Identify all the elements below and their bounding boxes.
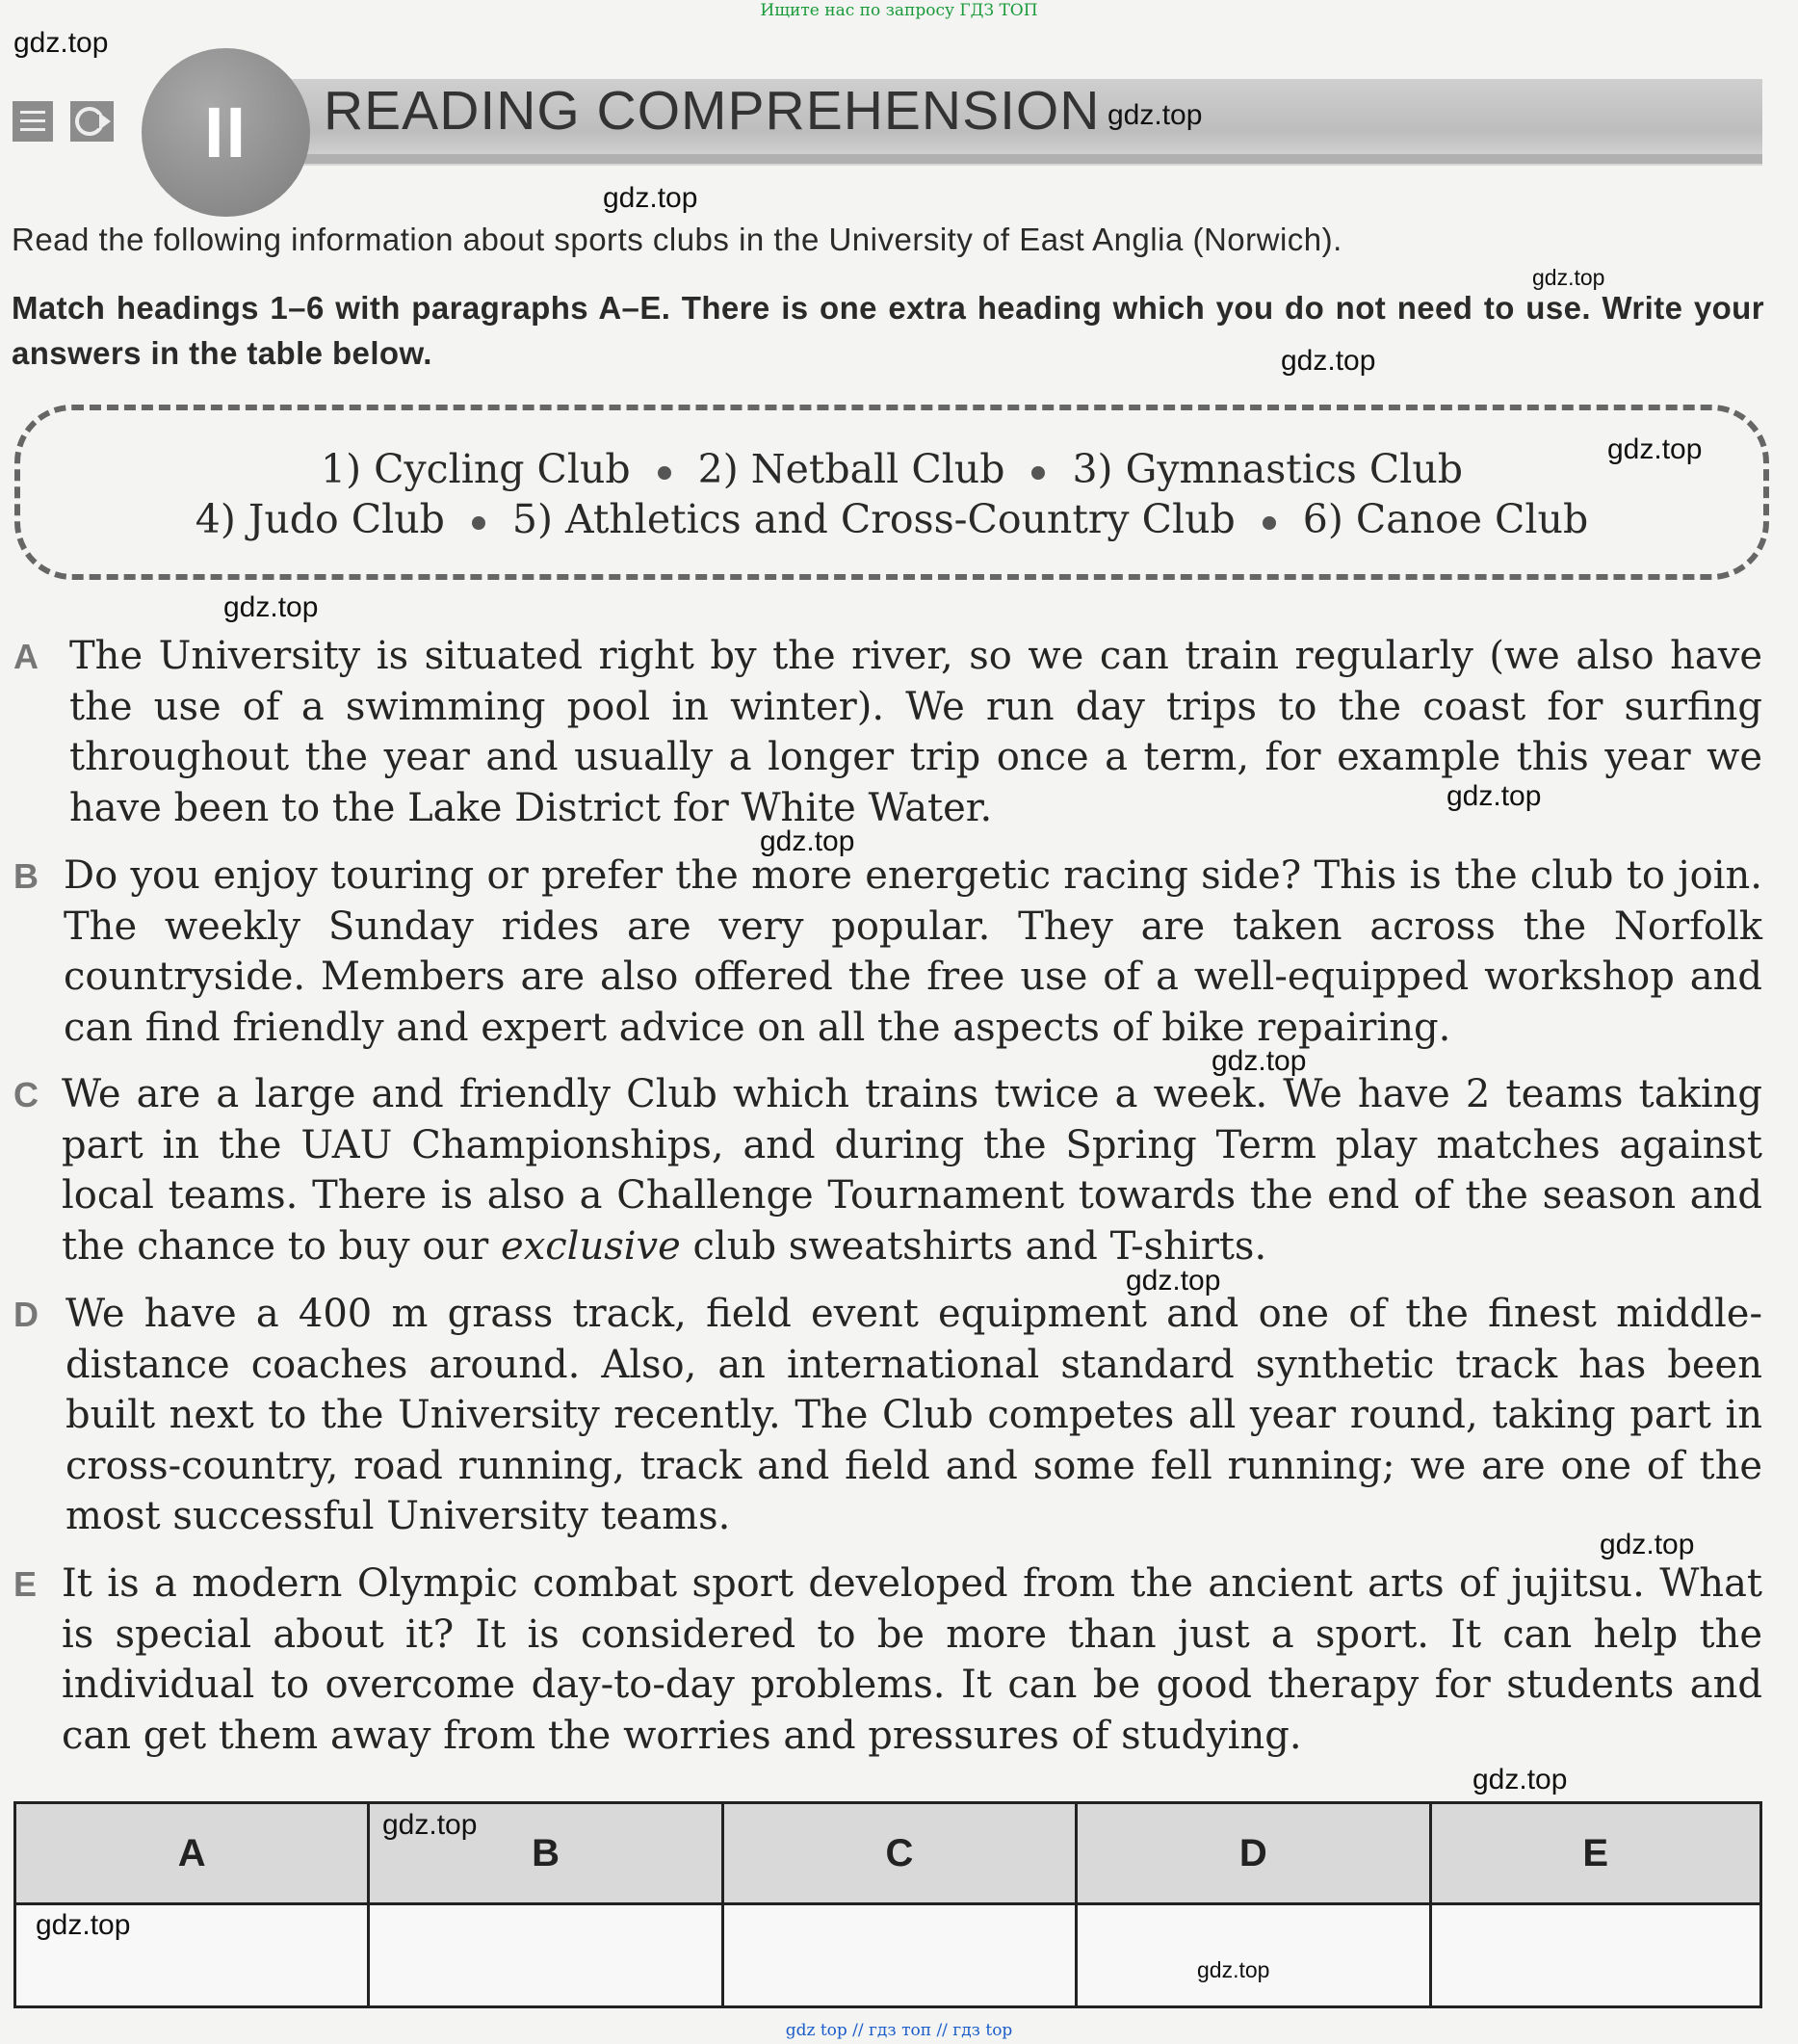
bullet-dot bbox=[1263, 516, 1276, 530]
paragraph-text: We have a 400 m grass track, field event equipment and one of the finest middle-distance coaches around. Also, an international standard synthetic track has been built next to the University recently. The Club competes all year round, taking part in cross-country, road running, track and field and some fell running; we are one of the most successful University teams. bbox=[65, 1292, 1762, 1539]
heading-6: 6) Canoe Club bbox=[1302, 496, 1589, 542]
section-header-underline bbox=[270, 154, 1762, 164]
answer-cell-e[interactable] bbox=[1430, 1904, 1761, 2007]
answer-header-a: A bbox=[15, 1803, 369, 1904]
section-number: II bbox=[203, 92, 248, 172]
intro-text: Read the following information about sports clubs in the University of East Anglia (Norwich). bbox=[12, 222, 1342, 257]
paragraph-text-part: club sweatshirts and T-shirts. bbox=[680, 1223, 1267, 1269]
paragraph-text bbox=[62, 1069, 1762, 1271]
watermark: gdz.top bbox=[1446, 780, 1542, 812]
headings-row-1 bbox=[20, 446, 1763, 492]
watermark: gdz.top bbox=[223, 591, 319, 623]
answer-table-answer-row bbox=[15, 1904, 1761, 2007]
paragraph-text: The University is situated right by the river, so we can train regularly (we also have the use of a swimming pool in winter). We run day trips to the coast for surfing throughout the year and usually a longer trip once a term, for example this year we have been to the Lake District for White Water. bbox=[69, 634, 1762, 830]
watermark: gdz.top bbox=[603, 182, 698, 214]
list-icon bbox=[13, 101, 53, 142]
watermark: gdz.top bbox=[382, 1809, 478, 1841]
heading-2: 2) Netball Club bbox=[697, 446, 1005, 492]
paragraph-letter: B bbox=[13, 856, 39, 896]
watermark: gdz.top bbox=[1600, 1529, 1695, 1560]
watermark: gdz.top bbox=[1197, 1957, 1270, 1982]
paragraph-letter: D bbox=[13, 1295, 39, 1334]
answer-cell-d[interactable] bbox=[1077, 1904, 1430, 2007]
watermark: gdz.top bbox=[1472, 1764, 1568, 1795]
section-title: READING COMPREHENSION bbox=[324, 80, 1101, 142]
headings-box bbox=[14, 405, 1769, 580]
section-number-badge bbox=[142, 48, 310, 217]
bullet-dot bbox=[658, 466, 671, 480]
watermark: gdz.top bbox=[1126, 1265, 1221, 1297]
answer-header-d: D bbox=[1077, 1803, 1430, 1904]
answer-header-b: B bbox=[369, 1803, 722, 1904]
paragraph-text: Do you enjoy touring or prefer the more energetic racing side? This is the club to join. The weekly Sunday rides are very popular. They are taken across the Norfolk countryside. Members are also offered the free use of a well-equipped workshop and can find friendly and expert advice on all the aspects of bike repairing. bbox=[64, 853, 1762, 1050]
watermark: gdz.top bbox=[1281, 345, 1376, 377]
task-instruction: Match headings 1–6 with paragraphs A–E. There is one extra heading which you do not need to use. Write your answers in the table below. bbox=[12, 290, 1764, 371]
watermark: gdz.top bbox=[1607, 433, 1703, 465]
watermark: gdz.top bbox=[13, 27, 109, 59]
answer-cell-c[interactable] bbox=[722, 1904, 1076, 2007]
watermark: gdz.top bbox=[760, 825, 855, 857]
heading-1: 1) Cycling Club bbox=[320, 446, 631, 492]
footer-link[interactable]: gdz top // гдз топ // гдз top bbox=[785, 2021, 1013, 2040]
bullet-dot bbox=[1031, 466, 1045, 480]
watermark: gdz.top bbox=[1107, 99, 1203, 131]
headings-row-2 bbox=[20, 496, 1763, 542]
answer-table-header-row bbox=[15, 1803, 1761, 1904]
paragraph-text: It is a modern Olympic combat sport developed from the ancient arts of jujitsu. What is special about it? It is considered to be more than just a sport. It can help the individual to overcome day-to-day problems. It can be good therapy for students and can get them away from the worries and pressures of studying. bbox=[62, 1561, 1762, 1758]
watermark: gdz.top bbox=[36, 1909, 131, 1941]
heading-3: 3) Gymnastics Club bbox=[1072, 446, 1464, 492]
heading-5: 5) Athletics and Cross-Country Club bbox=[511, 496, 1236, 542]
answer-cell-b[interactable] bbox=[369, 1904, 722, 2007]
emphasized-word: exclusive bbox=[501, 1223, 681, 1269]
heading-4: 4) Judo Club bbox=[195, 496, 445, 542]
paragraph-letter: A bbox=[13, 637, 39, 676]
bullet-dot bbox=[472, 516, 485, 530]
top-banner-link[interactable]: Ищите нас по запросу ГДЗ ТОП bbox=[760, 1, 1038, 20]
watermark: gdz.top bbox=[1532, 265, 1605, 290]
paragraph-letter: E bbox=[13, 1564, 38, 1604]
answer-header-e: E bbox=[1430, 1803, 1761, 1904]
answer-header-c: C bbox=[722, 1803, 1076, 1904]
watermark: gdz.top bbox=[1212, 1045, 1307, 1077]
audio-disc-icon bbox=[70, 101, 114, 142]
answer-table bbox=[13, 1801, 1762, 2008]
paragraph-letter: C bbox=[13, 1075, 39, 1114]
paragraph-text-part: We are a large and friendly Club which trains twice a week. We have 2 teams taking part in the UAU Championships, and during the Spring Term play matches against local teams. There is also a Challenge Tournament towards the end of the season and the chance to buy our bbox=[62, 1072, 1762, 1269]
